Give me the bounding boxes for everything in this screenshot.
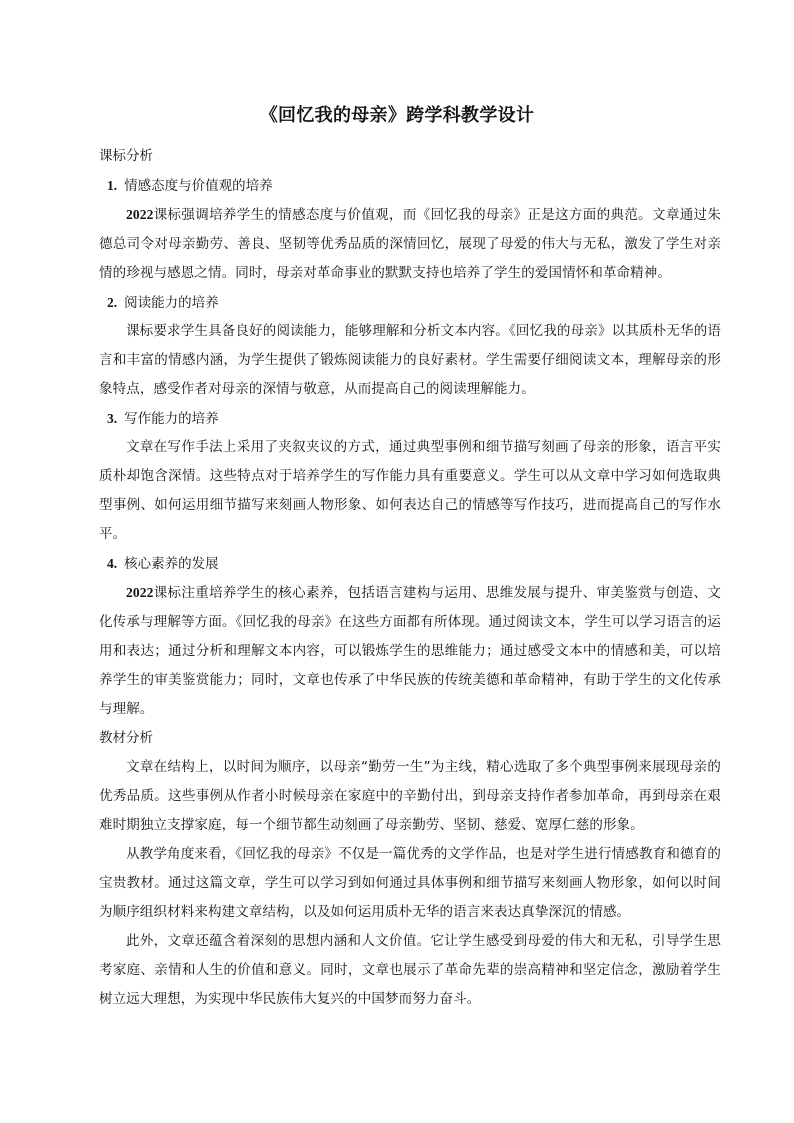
subheading-label: 核心素养的发展 <box>124 556 219 572</box>
paragraph-text: 课标强调培养学生的情感态度与价值观，而《回忆我的母亲》正是这方面的典范。文章通过朱德总司令对母亲勤劳、善良、坚韧等优秀品质的深情回忆，展现了母爱的伟大与无私，激发了学生对亲情的珍视与感恩之情。同时，母亲对革命事业的默默支持也培养了学生的爱国情怀和革命精神。 <box>99 207 721 281</box>
paragraph-1 <box>99 200 721 288</box>
subheading-number: 2. <box>107 295 118 310</box>
year-text: 2022 <box>126 207 154 222</box>
year-text: 2022 <box>126 585 154 600</box>
document-title: 《回忆我的母亲》跨学科教学设计 <box>259 105 535 126</box>
subheading-number: 4. <box>107 556 118 571</box>
subheading-4 <box>99 549 721 578</box>
subheading-number: 1. <box>107 178 118 193</box>
subheading-1 <box>99 171 721 200</box>
subheading-label: 情感态度与价值观的培养 <box>124 178 273 194</box>
subheading-label: 阅读能力的培养 <box>124 295 219 311</box>
paragraph-6: 从教学角度来看，《回忆我的母亲》不仅是一篇优秀的文学作品，也是对学生进行情感教育和德育的宝贵教材。通过这篇文章，学生可以学习到如何通过具体事例和细节描写来刻画人物形象，如何以时间为顺序组织材料来构建文章结构，以及如何运用质朴无华的语言来表达真挚深沉的情感。 <box>99 846 721 920</box>
subheading-3 <box>99 404 721 433</box>
paragraph-text: 课标注重培养学生的核心素养，包括语言建构与运用、思维发展与提升、审美鉴赏与创造、文化传承与理解等方面。《回忆我的母亲》在这些方面都有所体现。通过阅读文本，学生可以学习语言的运用和表达；通过分析和理解文本内容，可以锻炼学生的思维能力；通过感受文本中的情感和美，可以培养学生的审美鉴赏能力；同时，文章也传承了中华民族的传统美德和革命精神，有助于学生的文化传承与理解。 <box>99 585 721 717</box>
document-body <box>99 142 721 1014</box>
subheading-label: 写作能力的培养 <box>124 411 219 427</box>
paragraph-2: 课标要求学生具备良好的阅读能力，能够理解和分析文本内容。《回忆我的母亲》以其质朴无华的语言和丰富的情感内涵，为学生提供了锻炼阅读能力的良好素材。学生需要仔细阅读文本，理解母亲的形象特点，感受作者对母亲的深情与敬意，从而提高自己的阅读理解能力。 <box>99 323 721 397</box>
paragraph-4 <box>99 578 721 724</box>
curriculum-analysis-heading: 课标分析 <box>99 148 153 164</box>
textbook-analysis-heading: 教材分析 <box>99 730 153 746</box>
subheading-2 <box>99 288 721 317</box>
paragraph-5: 文章在结构上，以时间为顺序，以母亲“勤劳一生”为主线，精心选取了多个典型事例来展现母亲的优秀品质。这些事例从作者小时候母亲在家庭中的辛勤付出，到母亲支持作者参加革命，再到母亲在艰难时期独立支撑家庭，每一个细节都生动刻画了母亲勤劳、坚韧、慈爱、宽厚仁慈的形象。 <box>99 759 721 833</box>
paragraph-7: 此外，文章还蕴含着深刻的思想内涵和人文价值。它让学生感受到母爱的伟大和无私，引导学生思考家庭、亲情和人生的价值和意义。同时，文章也展示了革命先辈的崇高精神和坚定信念，激励着学生树立远大理想，为实现中华民族伟大复兴的中国梦而努力奋斗。 <box>99 933 721 1007</box>
subheading-number: 3. <box>107 411 118 426</box>
paragraph-3: 文章在写作手法上采用了夹叙夹议的方式，通过典型事例和细节描写刻画了母亲的形象，语言平实质朴却饱含深情。这些特点对于培养学生的写作能力具有重要意义。学生可以从文章中学习如何选取典型事例、如何运用细节描写来刻画人物形象、如何表达自己的情感等写作技巧，进而提高自己的写作水平。 <box>99 439 721 542</box>
